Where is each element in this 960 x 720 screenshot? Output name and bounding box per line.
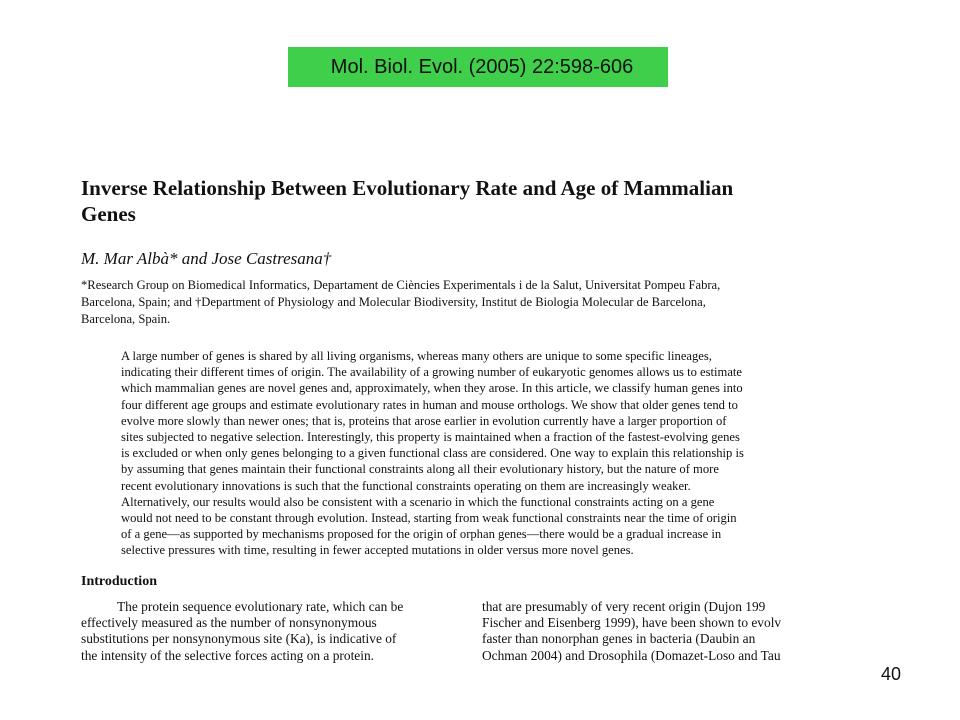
abstract-line: selective pressures with time, resulting in fewer accepted mutations in older versus more novel genes.: [121, 543, 634, 558]
title-line: Genes: [81, 202, 136, 226]
abstract-line: indicating their different times of origin. The availability of a growing number of eukaryotic genomes allows us to estimate: [121, 365, 743, 380]
intro-right-line: Fischer and Eisenberg 1999), have been shown to evolv: [482, 615, 782, 631]
affiliation-line: *Research Group on Biomedical Informatics, Departament de Ciències Experimentals i de la Salut, Universitat Pompeu Fabra,: [81, 278, 721, 292]
citation-text: Mol. Biol. Evol. (2005) 22:598-606: [330, 55, 634, 78]
abstract-line: by assuming that genes maintain their functional constraints along all their evolutionary history, but the nature of more: [121, 462, 719, 477]
intro-right-line: Ochman 2004) and Drosophila (Domazet-Loso and Tau: [482, 647, 781, 663]
paper-authors: M. Mar Albà* and Jose Castresana†: [81, 249, 332, 268]
intro-right-line: that are presumably of very recent origin (Dujon 199: [482, 598, 766, 614]
abstract-line: evolve more slowly than newer ones; that is, proteins that arose earlier in evolution currently have a larger proportion of: [121, 413, 727, 428]
abstract-line: of a gene—as supported by mechanisms proposed for the origin of orphan genes—there would be a gradual increase in: [121, 527, 722, 542]
abstract-line: which mammalian genes are novel genes and, approximately, when they arose. In this article, we classify human genes into: [121, 381, 743, 396]
intro-column-left: [81, 599, 465, 665]
slide-page-number: 40: [881, 664, 902, 684]
affiliation-line: Barcelona, Spain.: [81, 312, 171, 326]
abstract-line: is excluded or when only genes belonging to a given functional class are considered. One way to explain this relationship is: [121, 446, 744, 461]
citation-banner: [288, 47, 668, 87]
intro-left-line: substitutions per nonsynonymous site (Ka), is indicative of: [81, 631, 397, 647]
abstract-line: sites subjected to negative selection. Interestingly, this property is maintained when a fraction of the fastest-evolving genes: [121, 430, 740, 445]
abstract-line: recent evolutionary innovations is such that the functional constraints operating on them are increasingly weaker.: [121, 478, 691, 493]
paper-title: [81, 175, 841, 227]
intro-right-line: faster than nonorphan genes in bacteria (Daubin an: [482, 631, 756, 647]
intro-columns: [81, 599, 847, 685]
affiliation-line: Barcelona, Spain; and †Department of Physiology and Molecular Biodiversity, Institut de Biologia Molecular de Barcelona,: [81, 295, 706, 309]
paper-affiliation: [81, 277, 847, 328]
abstract-line: four different age groups and estimate evolutionary rates in human and mouse orthologs. We show that older genes tend to: [121, 397, 738, 412]
title-line: Inverse Relationship Between Evolutionary Rate and Age of Mammalian: [81, 176, 734, 200]
intro-left-line: the intensity of the selective forces acting on a protein.: [81, 647, 375, 663]
paper-abstract: [121, 348, 847, 559]
section-heading-introduction: Introduction: [81, 573, 157, 589]
abstract-line: Alternatively, our results would also be consistent with a scenario in which the functional constraints acting on a gene: [121, 494, 715, 509]
intro-left-line: effectively measured as the number of nonsynonymous: [81, 615, 377, 631]
intro-column-right: [482, 599, 847, 665]
paper-excerpt: [81, 175, 847, 685]
abstract-line: A large number of genes is shared by all living organisms, whereas many others are unique to some specific lineages,: [121, 349, 712, 363]
abstract-line: would not need to be constant through evolution. Instead, starting from weak functional constraints near the time of origin: [121, 511, 737, 526]
intro-left-line: The protein sequence evolutionary rate, which can be: [117, 598, 404, 614]
